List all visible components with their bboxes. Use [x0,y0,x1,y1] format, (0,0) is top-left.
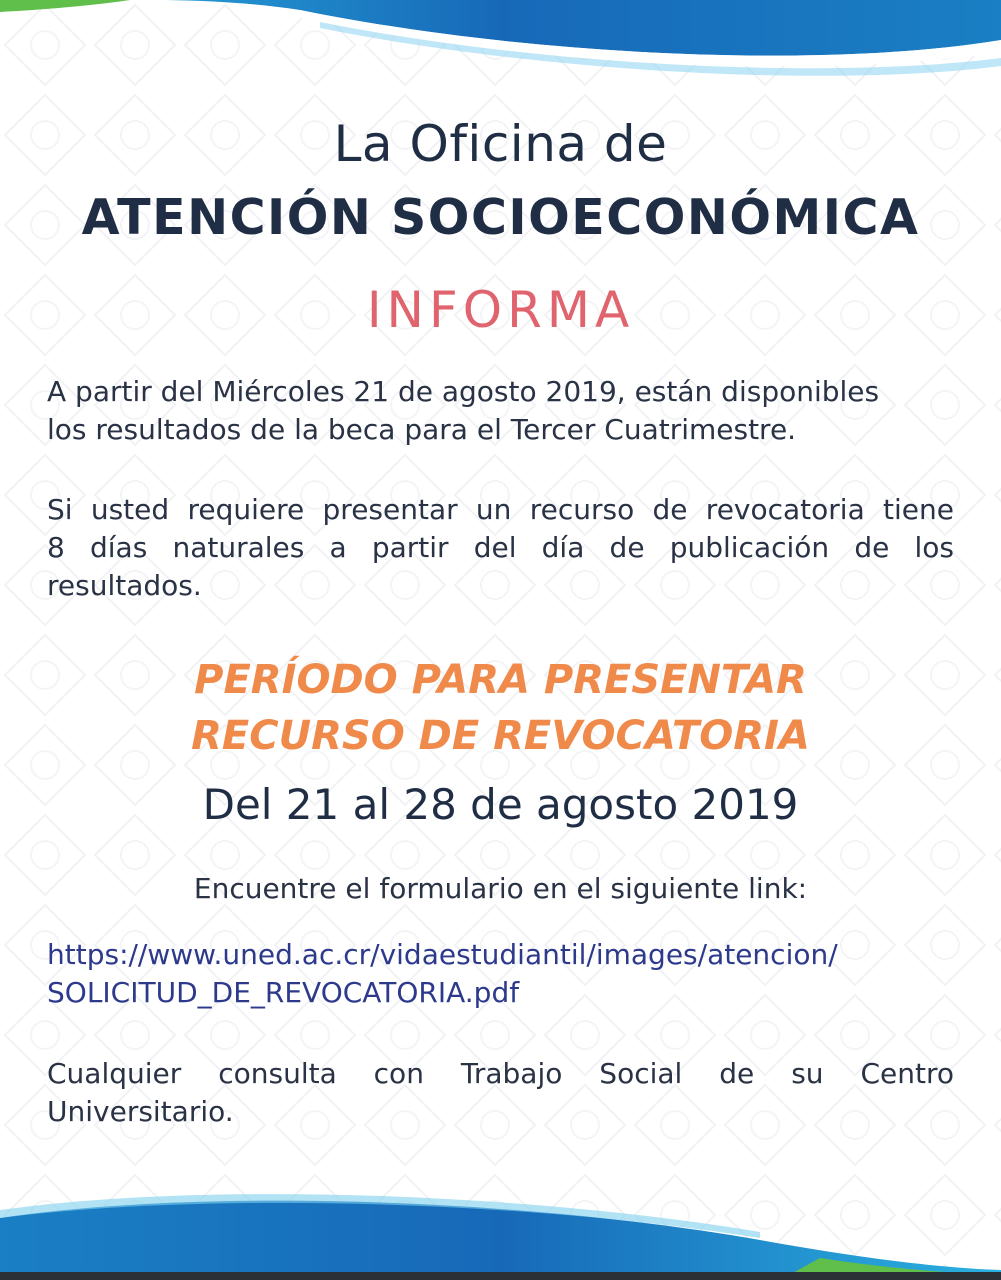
period-line-1: PERÍODO PARA PRESENTAR [194,657,807,703]
revocation-line-2: 8 días naturales a partir del día de publicación de los [47,531,954,564]
revocation-line-3: resultados. [47,569,202,602]
form-link-line-2[interactable]: SOLICITUD_DE_REVOCATORIA.pdf [47,976,520,1009]
period-dates: Del 21 al 28 de agosto 2019 [202,780,799,829]
revocation-line-1: Si usted requiere presentar un recurso de revocatoria tiene [47,493,954,526]
form-link[interactable] [47,936,954,1012]
title-line-2: ATENCIÓN SOCIOECONÓMICA [81,189,920,246]
period-line-2: RECURSO DE REVOCATORIA [191,713,810,759]
consult-line-2: Universitario. [47,1095,234,1128]
revocation-paragraph [47,491,954,605]
title-line-1: La Oficina de [333,115,668,173]
availability-paragraph [47,373,954,449]
availability-line-2: los resultados de la beca para el Tercer Cuatrimestre. [47,413,797,446]
top-wave-decoration [0,0,1001,80]
form-intro: Encuentre el formulario en el siguiente link: [193,872,808,905]
period-heading [47,652,954,764]
informa-heading: INFORMA [366,281,635,339]
availability-line-1: A partir del Miércoles 21 de agosto 2019, están disponibles [47,375,880,408]
consult-line-1: Cualquier consulta con Trabajo Social de su Centro [47,1057,954,1090]
consult-note [47,1055,954,1131]
bottom-dark-bar [0,1272,1001,1280]
form-link-line-1[interactable]: https://www.uned.ac.cr/vidaestudiantil/images/atencion/ [47,938,838,971]
bottom-wave-decoration [0,1188,1001,1280]
